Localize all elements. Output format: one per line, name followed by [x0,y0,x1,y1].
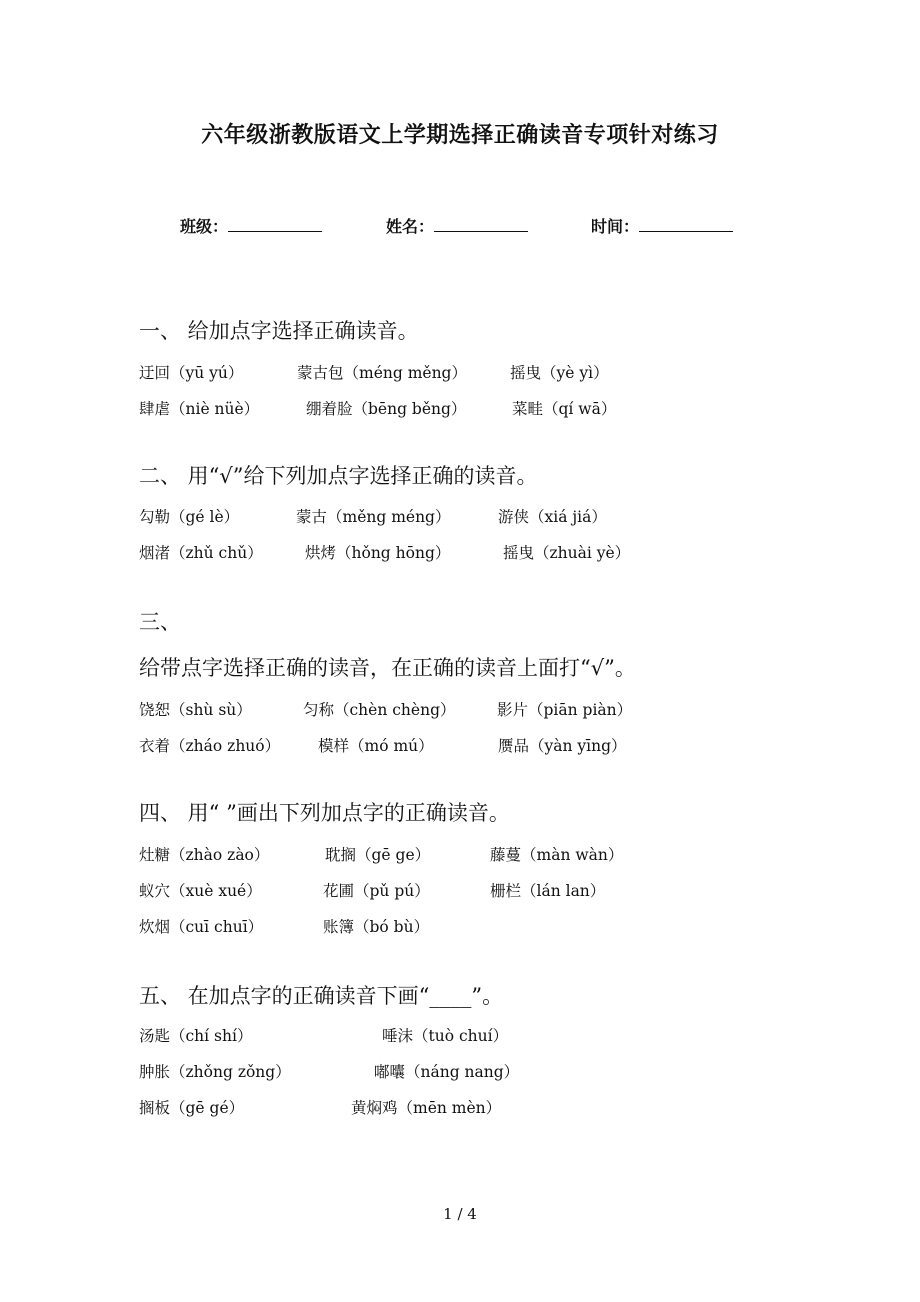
time-blank[interactable] [639,217,733,232]
s4-item: 蚁穴（xuè xué） [139,882,262,900]
name-blank[interactable] [434,217,528,232]
s1-item: 菜畦（qí wā） [512,400,617,418]
s4-item: 栅栏（lán lan） [490,882,606,900]
time-label: 时间： [591,217,640,236]
s5-item: 黄焖鸡（mēn mèn） [351,1099,502,1117]
s5-item: 汤匙（chí shí） [139,1027,253,1045]
s1-item: 蒙古包（méng měng） [297,364,467,382]
s5-item: 肿胀（zhǒng zǒng） [139,1063,291,1081]
s5-item: 搁板（gē gé） [139,1099,245,1117]
section-2-heading: 二、 用“√”给下列加点字选择正确的读音。 [139,464,538,488]
page-number: 1 / 4 [443,1205,477,1223]
s2-item: 勾勒（gé lè） [139,508,240,526]
section-3-heading: 三、 [139,610,181,634]
s4-item: 花圃（pǔ pú） [323,882,430,900]
s2-item: 蒙古（měng méng） [296,508,451,526]
s3-item: 饶恕（shù sù） [139,701,252,719]
page-title: 六年级浙教版语文上学期选择正确读音专项针对练习 [201,122,719,148]
class-label: 班级： [180,217,229,236]
section-3-instruction: 给带点字选择正确的读音，在正确的读音上面打“√”。 [139,656,636,680]
s3-item: 匀称（chèn chèng） [303,701,456,719]
s3-item: 衣着（zháo zhuó） [139,737,281,755]
s5-item: 嘟囔（náng nang） [374,1063,520,1081]
section-5-heading: 五、 在加点字的正确读音下画“____”。 [139,984,504,1008]
s1-item: 绷着脸（bēng běng） [306,400,467,418]
s2-item: 游侠（xiá jiá） [498,508,607,526]
s4-item: 耽搁（gē ge） [325,846,431,864]
class-blank[interactable] [228,217,322,232]
s4-item: 炊烟（cuī chuī） [139,918,264,936]
name-field [386,214,528,237]
s3-item: 模样（mó mú） [318,737,434,755]
s4-item: 灶糖（zhào zào） [139,846,270,864]
s5-item: 唾沫（tuò chuí） [382,1027,509,1045]
s4-item: 账簿（bó bù） [323,918,430,936]
s2-item: 摇曳（zhuài yè） [503,544,631,562]
s1-item: 肆虐（niè nüè） [139,400,260,418]
s1-item: 摇曳（yè yì） [510,364,609,382]
s4-item: 藤蔓（màn wàn） [490,846,624,864]
s3-item: 赝品（yàn yīng） [498,737,627,755]
s3-item: 影片（piān piàn） [497,701,633,719]
s2-item: 烟渚（zhǔ chǔ） [139,544,263,562]
s1-item: 迂回（yū yú） [139,364,244,382]
class-field [180,214,322,237]
section-4-heading: 四、 用“ ”画出下列加点字的正确读音。 [139,801,510,825]
name-label: 姓名： [386,217,435,236]
s2-item: 烘烤（hǒng hōng） [305,544,451,562]
section-1-heading: 一、 给加点字选择正确读音。 [139,319,419,343]
time-field [591,214,733,237]
